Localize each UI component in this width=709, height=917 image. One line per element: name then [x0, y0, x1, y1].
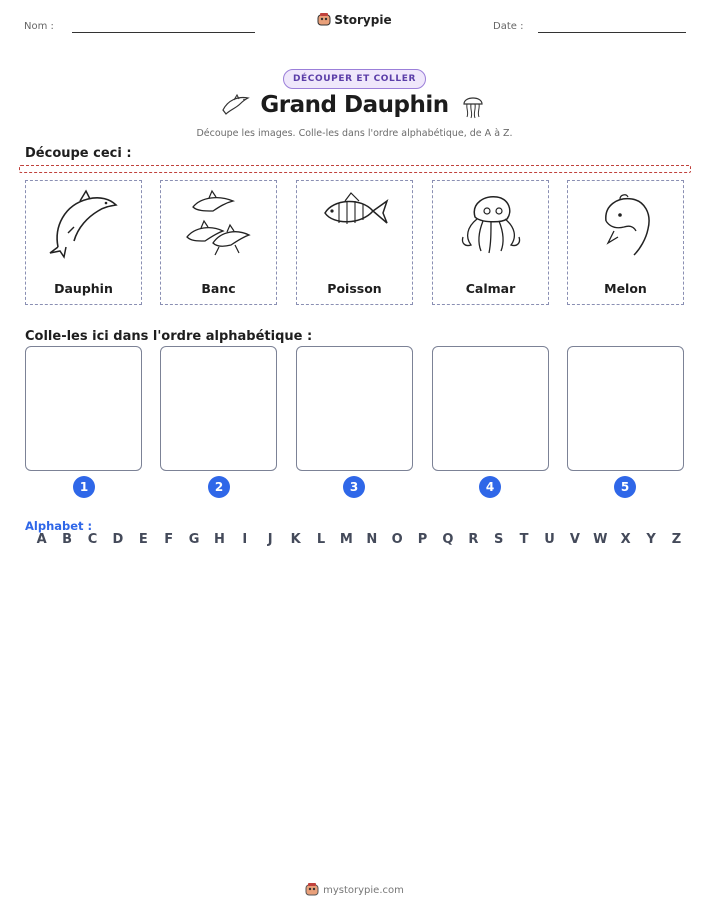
- fish-icon: [315, 187, 395, 237]
- slot-number-2: 2: [208, 476, 230, 498]
- letter: V: [569, 532, 580, 547]
- date-line[interactable]: [538, 32, 686, 33]
- dolphin-icon: [44, 187, 124, 259]
- card-label: Dauphin: [54, 281, 113, 296]
- letter: B: [62, 532, 73, 547]
- letter: R: [468, 532, 479, 547]
- name-line[interactable]: [72, 32, 255, 33]
- letter: K: [290, 532, 301, 547]
- letter: E: [138, 532, 148, 547]
- slot-number-3: 3: [343, 476, 365, 498]
- cut-section-title: Découpe ceci :: [25, 146, 132, 161]
- letter: T: [519, 532, 529, 547]
- letter: W: [593, 532, 608, 547]
- cut-line[interactable]: [19, 165, 691, 173]
- dolphin-pod-icon: [179, 187, 259, 259]
- letter: Q: [442, 532, 454, 547]
- paste-slot-2[interactable]: [160, 346, 277, 471]
- paste-slot-3[interactable]: [296, 346, 413, 471]
- letter: H: [213, 532, 225, 547]
- alphabet-row: [29, 532, 689, 547]
- slot-number-1: 1: [73, 476, 95, 498]
- storypie-mascot-icon: [317, 12, 331, 26]
- letter: N: [366, 532, 378, 547]
- letter: Z: [671, 532, 682, 547]
- letter: C: [87, 532, 98, 547]
- paste-slot-1[interactable]: [25, 346, 142, 471]
- brand-logo: [0, 12, 709, 27]
- paste-slot-4[interactable]: [432, 346, 549, 471]
- card-label: Melon: [604, 281, 647, 296]
- brand-name: Storypie: [334, 13, 392, 27]
- letter: J: [267, 532, 273, 547]
- paste-slot-5[interactable]: [567, 346, 684, 471]
- letter: I: [242, 532, 248, 547]
- dolphin-head-icon: [586, 187, 666, 259]
- letter: M: [339, 532, 353, 547]
- storypie-mascot-icon: [305, 882, 319, 896]
- letter: G: [188, 532, 200, 547]
- letter: U: [544, 532, 555, 547]
- page-title: Grand Dauphin: [260, 92, 449, 118]
- letter: P: [417, 532, 428, 547]
- cut-card-dauphin[interactable]: [25, 180, 142, 305]
- cut-card-poisson[interactable]: [296, 180, 413, 305]
- activity-badge: DÉCOUPER ET COLLER: [283, 69, 426, 89]
- cut-card-melon[interactable]: [567, 180, 684, 305]
- letter: Y: [646, 532, 656, 547]
- letter: L: [316, 532, 326, 547]
- card-label: Poisson: [327, 281, 382, 296]
- letter: F: [164, 532, 174, 547]
- letter: S: [494, 532, 504, 547]
- letter: X: [620, 532, 631, 547]
- name-label: Nom :: [24, 21, 54, 32]
- footer: [0, 882, 709, 896]
- slot-number-4: 4: [479, 476, 501, 498]
- cut-card-banc[interactable]: [160, 180, 277, 305]
- alphabet-label: Alphabet :: [25, 519, 93, 533]
- letter: D: [112, 532, 124, 547]
- jellyfish-deco-icon: [458, 90, 488, 120]
- slot-number-5: 5: [614, 476, 636, 498]
- footer-site[interactable]: mystorypie.com: [323, 885, 404, 896]
- letter: O: [391, 532, 403, 547]
- date-label: Date :: [493, 21, 524, 32]
- card-label: Banc: [201, 281, 236, 296]
- card-label: Calmar: [465, 281, 516, 296]
- instructions: Découpe les images. Colle-les dans l'ordre alphabétique, de A à Z.: [196, 128, 513, 139]
- paste-section-title: Colle-les ici dans l'ordre alphabétique :: [25, 329, 313, 344]
- squid-icon: [451, 187, 531, 259]
- cut-card-calmar[interactable]: [432, 180, 549, 305]
- letter: A: [36, 532, 47, 547]
